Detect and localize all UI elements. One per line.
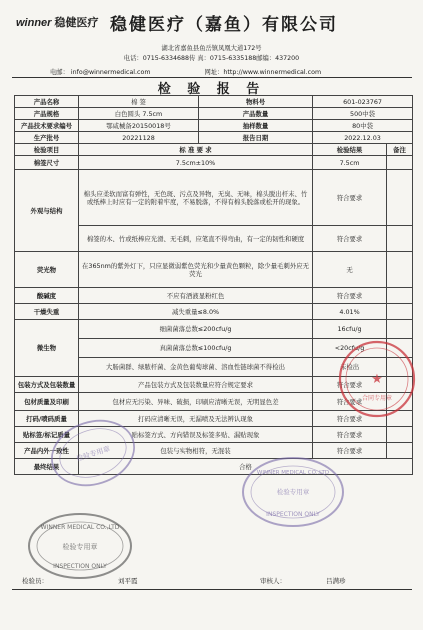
column-header-item: 检验项目: [15, 144, 79, 156]
test-remark: [387, 320, 413, 339]
test-remark: [387, 226, 413, 252]
test-result: 7.5cm: [313, 156, 387, 170]
info-row: [15, 108, 413, 120]
test-standard: 棉签的木、竹或纸棒应光滑、无毛刺，应笔直不得弯曲，有一定的韧性和硬度: [79, 226, 313, 252]
test-row: [15, 377, 413, 393]
reviewer-label: 审核人：: [260, 577, 286, 585]
conclusion-label: 最终结果: [15, 459, 79, 475]
company-address-block: [0, 44, 423, 63]
test-result: 符合要求: [313, 393, 387, 411]
test-remark: [387, 358, 413, 377]
test-item: 打码/喷码质量: [15, 411, 79, 427]
info-value: 棉 签: [79, 96, 199, 108]
brand-logo: [16, 14, 99, 30]
test-standard: 在365nm的紫外灯下，只应显微弱紫色荧光和少量黄色颗粒，除少量毛刺外应无荧光: [79, 252, 313, 288]
svg-text:★: ★: [371, 372, 383, 387]
column-header-result: 检验结果: [313, 144, 387, 156]
report-title: 检 验 报 告: [157, 82, 266, 97]
info-label: 抽样数量: [199, 120, 313, 132]
svg-text:INSPECTION ONLY: INSPECTION ONLY: [53, 563, 107, 570]
test-row: [15, 304, 413, 320]
company-email: 电邮： info@winnermedical.com: [50, 69, 151, 76]
company-phone-fax: 电话：0715-6334688传 真：0715-6335188邮编：437200: [123, 54, 300, 62]
bottom-inspection-stamp: [26, 510, 134, 582]
test-standard: 细菌菌落总数≤200cfu/g: [79, 320, 313, 339]
info-label: 产品规格: [15, 108, 79, 120]
info-row: [15, 96, 413, 108]
signature-underline: [12, 589, 412, 590]
test-row: [15, 156, 413, 170]
test-item: 棉签尺寸: [15, 156, 79, 170]
reviewer-name: 吕满珍: [326, 577, 346, 585]
test-standard: 棉头应柔软而富有弹性，无色斑、污点及异物，无臭、无味，棉头脱出杆末、竹或纸棒上时应有一定的附着牢度，不易脱落，不得有棉头脱落或松开的现象。: [79, 170, 313, 226]
brand-latin-text: winner: [16, 17, 52, 29]
info-label: 物料号: [199, 96, 313, 108]
test-result: 未检出: [313, 358, 387, 377]
test-item: 干燥失重: [15, 304, 79, 320]
test-row: [15, 393, 413, 411]
test-remark: [387, 156, 413, 170]
test-row: [15, 320, 413, 339]
info-label: 产品技术要求编号: [15, 120, 79, 132]
inspector-name: 刘平霞: [118, 577, 138, 585]
test-item: 外观与结构: [15, 170, 79, 252]
info-value: 20221128: [79, 132, 199, 144]
report-table: [14, 95, 413, 475]
test-row: [15, 252, 413, 288]
brand-cn-text: 稳健医疗: [54, 17, 99, 29]
test-result: 无: [313, 252, 387, 288]
test-standard: 产品包装方式及包装数量应符合规定要求: [79, 377, 313, 393]
column-header-remark: 备注: [387, 144, 413, 156]
svg-text:检验专用章: 检验专用章: [75, 444, 112, 464]
test-item: 贴标签/标记质量: [15, 427, 79, 443]
test-row: [15, 411, 413, 427]
svg-text:WINNER MEDICAL CO.,LTD: WINNER MEDICAL CO.,LTD: [40, 524, 120, 531]
test-item: 荧光物: [15, 252, 79, 288]
test-row: [15, 170, 413, 226]
test-standard: 大肠菌群、绿脓杆菌、金黄色葡萄球菌、溶血性链球菌不得检出: [79, 358, 313, 377]
info-value: 80中袋: [313, 120, 413, 132]
company-website: 网址：http://www.winnermedical.com: [204, 69, 322, 76]
info-value: 601-023767: [313, 96, 413, 108]
info-value: 鄂咸械备20150018号: [79, 120, 199, 132]
test-result: 16cfu/g: [313, 320, 387, 339]
test-standard: 7.5cm±10%: [79, 156, 313, 170]
test-item: 微生物: [15, 320, 79, 377]
svg-text:检验专用章: 检验专用章: [276, 488, 310, 496]
test-result: <20cfu/g: [313, 339, 387, 358]
test-remark: [387, 170, 413, 226]
inspector-label: 检验员：: [22, 577, 48, 585]
test-standard: 不应有酒液显粉红色: [79, 288, 313, 304]
info-value: 2022.12.03: [313, 132, 413, 144]
info-label: 产品名称: [15, 96, 79, 108]
test-result: 4.01%: [313, 304, 387, 320]
test-row: [15, 288, 413, 304]
info-label: 产品数量: [199, 108, 313, 120]
test-result: 符合要求: [313, 170, 387, 226]
test-result: 符合要求: [313, 377, 387, 393]
test-item: 酸碱度: [15, 288, 79, 304]
test-remark: [387, 393, 413, 411]
company-address: 湖北省嘉鱼县鱼岳镇凤凰大道172号: [161, 45, 262, 52]
column-header-row: [15, 144, 413, 156]
test-item: 产品内外一致性: [15, 443, 79, 459]
info-row: [15, 120, 413, 132]
test-remark: [387, 304, 413, 320]
conclusion-value: 合格: [79, 459, 413, 475]
test-standard: 打码应清晰无误，无漏喷及无法辨认现象: [79, 411, 313, 427]
test-standard: 减失重量≤8.0%: [79, 304, 313, 320]
test-remark: [387, 288, 413, 304]
test-row: [15, 427, 413, 443]
info-value: 白色圆头 7.5cm: [79, 108, 199, 120]
company-name: 稳健医疗（嘉鱼）有限公司: [110, 15, 338, 35]
test-result: 符合要求: [313, 443, 387, 459]
test-result: 符合要求: [313, 411, 387, 427]
info-row: [15, 132, 413, 144]
test-result: 符合要求: [313, 226, 387, 252]
svg-text:检验专用章: 检验专用章: [62, 543, 98, 551]
test-remark: [387, 339, 413, 358]
company-contact: [50, 67, 410, 76]
svg-text:INSPECTION ONLY: INSPECTION ONLY: [266, 511, 320, 518]
info-label: 生产批号: [15, 132, 79, 144]
info-label: 报告日期: [199, 132, 313, 144]
test-standard: 包装与实物相符，无混装: [79, 443, 313, 459]
test-item: 包装方式及包装数量: [15, 377, 79, 393]
svg-text:WINNER MEDICAL CO.,LTD: WINNER MEDICAL CO.,LTD: [256, 470, 330, 476]
test-standard: 贴标签方式、方向错误及标签多贴、漏贴现象: [79, 427, 313, 443]
test-row: [15, 443, 413, 459]
test-remark: [387, 377, 413, 393]
test-item: 包材质量及印刷: [15, 393, 79, 411]
test-remark: [387, 427, 413, 443]
column-header-standard: 标 准 要 求: [79, 144, 313, 156]
test-remark: [387, 443, 413, 459]
test-standard: 包材应无污染、异味、破损，印刷应清晰无误，无明显色差: [79, 393, 313, 411]
test-remark: [387, 411, 413, 427]
info-value: 500中袋: [313, 108, 413, 120]
test-result: 符合要求: [313, 427, 387, 443]
test-result: 符合要求: [313, 288, 387, 304]
test-remark: [387, 252, 413, 288]
conclusion-row: [15, 459, 413, 475]
svg-text:合同专用章: 合同专用章: [361, 395, 393, 402]
test-standard: 真菌菌落总数≤100cfu/g: [79, 339, 313, 358]
